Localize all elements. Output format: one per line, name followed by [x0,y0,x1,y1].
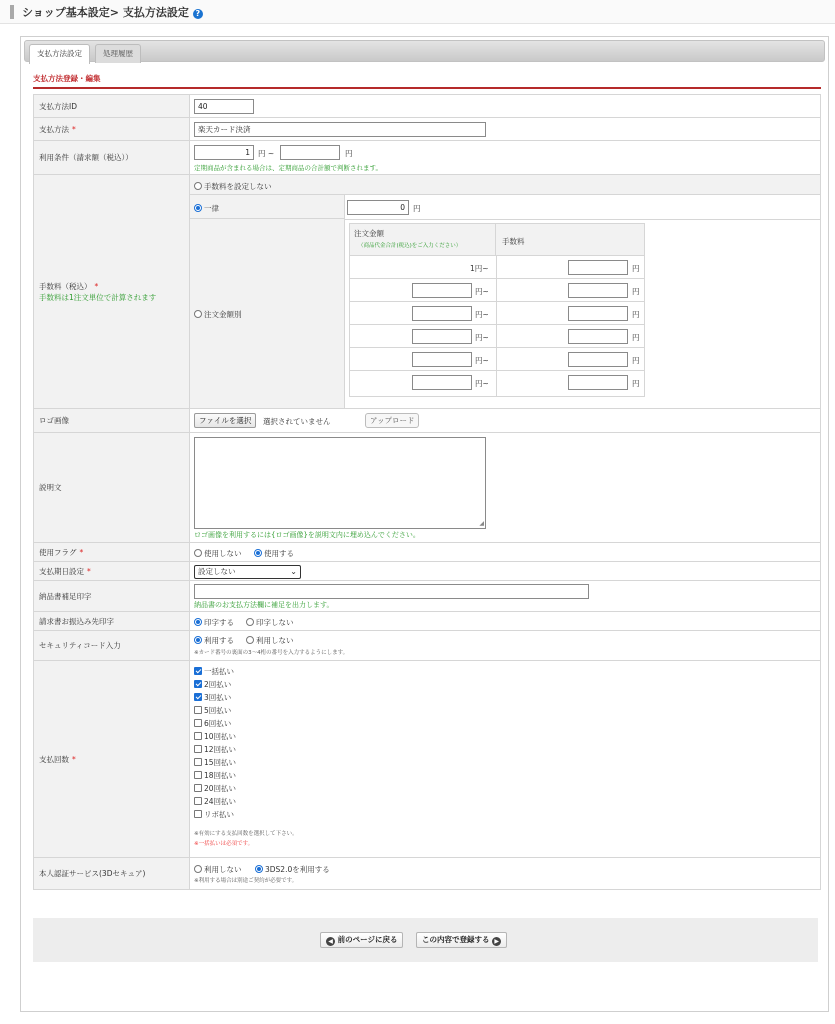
radio-selected-icon [255,865,263,873]
invoice-print-off[interactable]: 印字しない [246,617,294,628]
amount-to-input[interactable] [280,145,340,160]
tab-history[interactable]: 処理履歴 [95,44,141,63]
3ds-note: ※利用する場合は別途ご契約が必要です。 [194,878,298,884]
installment-option[interactable]: 15回払い [194,757,236,768]
row-conditions [33,141,821,175]
security-code-off[interactable]: 利用しない [246,635,294,646]
file-status: 選択されていません [263,417,331,426]
invoice-note-input[interactable] [194,584,589,599]
flat-fee-unit: 円 [413,204,421,213]
row-due-date [33,562,821,581]
tier-fee-input[interactable] [568,352,628,367]
label-logo: ロゴ画像 [33,409,190,432]
fee-note: 手数料は1注文単位で計算されます [39,292,157,302]
radio-selected-icon [194,618,202,626]
amount-to-unit: 円 [345,149,353,158]
description-note: ロゴ画像を利用するには{ロゴ画像}を説明文内に埋め込んでください。 [194,531,420,539]
radio-selected-icon [194,636,202,644]
installments-required-note: ※一括払いは必須です。 [194,841,254,847]
installment-option[interactable]: 2回払い [194,679,231,690]
fee-option-tier[interactable]: 注文金額別 [194,309,242,320]
label-conditions: 利用条件（請求額（税込）） [33,141,190,174]
arrow-right-circle-icon: ▶ [492,937,501,946]
tier-amount-input[interactable] [412,352,472,367]
use-flag-on[interactable]: 使用する [254,548,294,559]
tab-bar [24,40,825,62]
tier-row: 円~ 円 [350,348,644,371]
3ds-off[interactable]: 利用しない [194,864,242,875]
chevron-down-icon: ⌄ [290,567,297,576]
checkbox-icon [194,784,202,792]
upload-button[interactable]: アップロード [365,413,419,428]
label-fee: 手数料（税込） * 手数料は1注文単位で計算されます [33,175,190,408]
installment-option[interactable]: 20回払い [194,783,236,794]
label-due-date: 支払期日設定 * [33,562,190,580]
tier-row: 円~ 円 [350,371,644,396]
file-select-button[interactable]: ファイルを選択 [194,413,256,428]
radio-icon [194,310,202,318]
installment-option[interactable]: リボ払い [194,809,234,820]
installment-option[interactable]: 24回払い [194,796,236,807]
page-title: ショップ基本設定> 支払方法設定 ? [22,4,203,20]
label-installments: 支払回数 * [33,661,190,857]
checkbox-icon [194,732,202,740]
page-header [0,0,835,24]
arrow-left-circle-icon: ◀ [326,937,335,946]
tier-amount-input[interactable] [412,306,472,321]
back-button[interactable]: ◀ 前のページに戻る [320,932,403,948]
submit-button[interactable]: この内容で登録する ▶ [416,932,507,948]
installment-option[interactable]: 3回払い [194,692,231,703]
label-payment-id: 支払方法ID [33,95,190,117]
tier-header-fee: 手数料 [496,224,644,256]
label-invoice-note: 納品書補足印字 [33,581,190,611]
radio-icon [194,182,202,190]
tier-amount-input[interactable] [412,375,472,390]
checkbox-icon [194,719,202,727]
installment-option[interactable]: 12回払い [194,744,236,755]
checkbox-checked-icon [194,693,202,701]
row-invoice-transfer [33,612,821,631]
installment-option[interactable]: 10回払い [194,731,236,742]
tier-fee-input[interactable] [568,375,628,390]
tier-amount-input[interactable] [412,283,472,298]
security-code-on[interactable]: 利用する [194,635,234,646]
checkbox-icon [194,706,202,714]
due-date-select[interactable]: 設定しない ⌄ [194,565,301,579]
label-invoice-transfer: 請求書お振込み先印字 [33,612,190,630]
invoice-print-on[interactable]: 印字する [194,617,234,628]
amount-from-input[interactable]: 1 [194,145,254,160]
tier-table [349,223,645,397]
checkbox-icon [194,797,202,805]
use-flag-off[interactable]: 使用しない [194,548,242,559]
row-use-flag [33,543,821,562]
radio-icon [194,549,202,557]
checkbox-checked-icon [194,680,202,688]
label-description: 説明文 [33,433,190,542]
flat-fee-input[interactable]: 0 [347,200,409,215]
question-circle-icon[interactable]: ? [193,9,203,19]
tier-row: 1円~ 円 [350,256,644,279]
tier-fee-input[interactable] [568,283,628,298]
row-payment-method [33,118,821,141]
tier-first-amount: 1円~ [470,264,489,273]
conditions-note: 定期商品が含まれる場合は、定期商品の合計額で判断されます。 [194,164,382,172]
resize-grip-icon[interactable]: ◢ [479,520,484,527]
tier-row: 円~ 円 [350,279,644,302]
tier-fee-input[interactable] [568,260,628,275]
tier-amount-input[interactable] [412,329,472,344]
row-description [33,433,821,543]
label-payment-method: 支払方法 * [33,118,190,140]
3ds-on[interactable]: 3DS2.0を利用する [255,864,330,875]
fee-option-flat[interactable]: 一律 [194,203,219,214]
fee-option-none[interactable]: 手数料を設定しない [194,181,272,192]
label-security-code: セキュリティコード入力 [33,631,190,660]
tier-fee-input[interactable] [568,306,628,321]
radio-icon [246,636,254,644]
main-panel [20,36,829,1012]
radio-icon [246,618,254,626]
tier-header-amount: 注文金額 （商品代金合計(税込)をご入力ください） [350,224,496,256]
row-security-code [33,631,821,661]
amount-from-unit: 円 ~ [258,149,275,158]
description-textarea[interactable] [194,437,486,529]
row-payment-id [33,95,821,118]
footer-bar [33,918,818,962]
checkbox-checked-icon [194,667,202,675]
invoice-note-help: 納品書のお支払方法欄に補足を出力します。 [194,601,334,609]
checkbox-icon [194,745,202,753]
row-installments [33,661,821,858]
row-invoice-note [33,581,821,612]
row-logo [33,409,821,433]
tier-row: 円~ 円 [350,302,644,325]
radio-selected-icon [254,549,262,557]
radio-selected-icon [194,204,202,212]
installment-option[interactable]: 5回払い [194,705,231,716]
tier-fee-input[interactable] [568,329,628,344]
installments-note: ※有効にする支払回数を選択して下さい。 [194,831,298,837]
row-fee [33,175,821,409]
payment-id-input[interactable]: 40 [194,99,254,114]
section-title: 支払方法登録・編集 [33,73,821,89]
installment-option[interactable]: 一括払い [194,666,234,677]
installment-option[interactable]: 18回払い [194,770,236,781]
installment-option[interactable]: 6回払い [194,718,231,729]
row-3ds [33,858,821,890]
checkbox-icon [194,810,202,818]
label-3ds: 本人認証サービス(3Dセキュア) [33,858,190,889]
header-accent-bar [10,5,14,19]
checkbox-icon [194,771,202,779]
tier-row: 円~ 円 [350,325,644,348]
payment-method-input[interactable]: 楽天カード決済 [194,122,486,137]
tab-payment-settings[interactable]: 支払方法設定 [29,44,90,64]
label-use-flag: 使用フラグ * [33,543,190,561]
security-code-note: ※カード番号の裏面の3〜4桁の番号を入力するようにします。 [194,650,349,656]
payment-form [33,94,821,884]
radio-icon [194,865,202,873]
checkbox-icon [194,758,202,766]
